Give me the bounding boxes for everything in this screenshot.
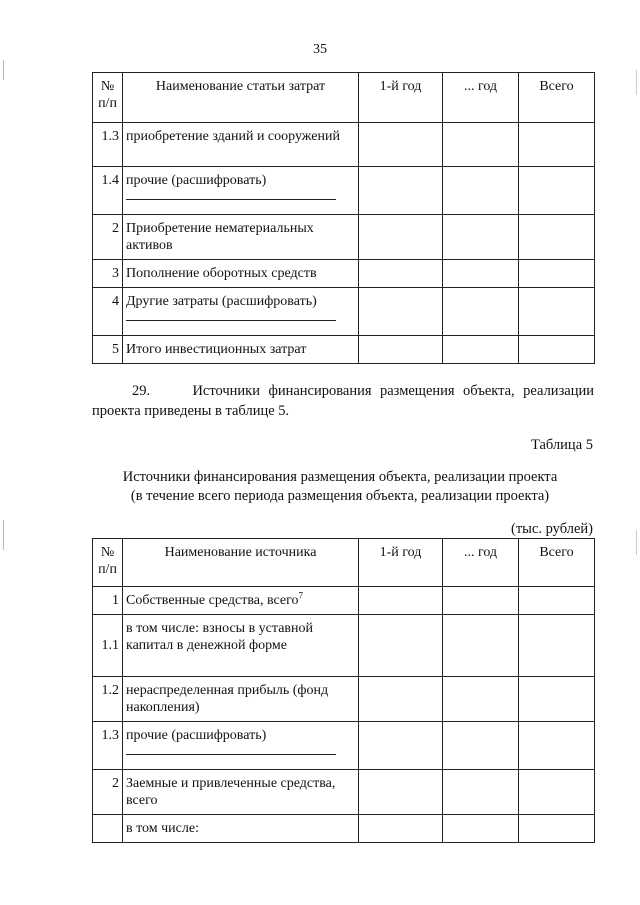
row-num: 2 bbox=[93, 215, 123, 260]
header-num: № п/п bbox=[93, 539, 123, 587]
cell bbox=[519, 167, 595, 215]
row-num: 1.2 bbox=[93, 677, 123, 722]
row-name: Пополнение оборотных средств bbox=[123, 260, 359, 288]
cell bbox=[443, 722, 519, 770]
row-name: прочие (расшифровать) bbox=[126, 728, 267, 743]
table5-caption-line2: (в течение всего периода размещения объекта, реализации проекта) bbox=[130, 488, 550, 504]
cell bbox=[443, 587, 519, 615]
header-year1: 1-й год bbox=[359, 539, 443, 587]
table-row bbox=[93, 336, 595, 364]
cell bbox=[359, 336, 443, 364]
blank-line bbox=[126, 310, 336, 321]
footnote-ref: 7 bbox=[298, 590, 303, 601]
table-row bbox=[93, 677, 595, 722]
cell bbox=[359, 167, 443, 215]
cell bbox=[519, 770, 595, 815]
cell bbox=[443, 677, 519, 722]
row-name-cell bbox=[123, 288, 359, 336]
row-name-cell bbox=[123, 167, 359, 215]
cell bbox=[519, 677, 595, 722]
header-total: Всего bbox=[519, 73, 595, 123]
cell bbox=[443, 815, 519, 843]
cell bbox=[359, 215, 443, 260]
cell bbox=[359, 815, 443, 843]
cell bbox=[443, 288, 519, 336]
row-name: Приобретение нематериальных активов bbox=[123, 215, 359, 260]
cell bbox=[359, 770, 443, 815]
row-num: 2 bbox=[93, 770, 123, 815]
row-num: 1.1 bbox=[93, 615, 123, 677]
table5-label: Таблица 5 bbox=[530, 437, 593, 453]
row-num: 5 bbox=[93, 336, 123, 364]
cell bbox=[359, 288, 443, 336]
row-num: 3 bbox=[93, 260, 123, 288]
table5-caption-line1: Источники финансирования размещения объекта, реализации проекта bbox=[122, 469, 558, 485]
header-num: № п/п bbox=[93, 73, 123, 123]
header-yearn: ... год bbox=[443, 539, 519, 587]
cell bbox=[519, 215, 595, 260]
cell bbox=[519, 722, 595, 770]
row-name: Собственные средства, всего bbox=[126, 593, 299, 608]
paragraph-number: 29. bbox=[132, 383, 151, 399]
table-row bbox=[93, 123, 595, 167]
table-investment-costs bbox=[92, 72, 595, 364]
row-num: 1.4 bbox=[93, 167, 123, 215]
table-row bbox=[93, 587, 595, 615]
row-name-cell bbox=[123, 587, 359, 615]
row-name: Итого инвестиционных затрат bbox=[123, 336, 359, 364]
table-header-row bbox=[93, 73, 595, 123]
page-number: 35 bbox=[313, 42, 327, 57]
paragraph-29 bbox=[92, 381, 594, 421]
row-name: в том числе: bbox=[123, 815, 359, 843]
table-row bbox=[93, 722, 595, 770]
row-num: 1.3 bbox=[93, 123, 123, 167]
cell bbox=[359, 615, 443, 677]
table-header-row bbox=[93, 539, 595, 587]
header-name: Наименование статьи затрат bbox=[123, 73, 359, 123]
cell bbox=[443, 167, 519, 215]
header-name: Наименование источника bbox=[123, 539, 359, 587]
row-num bbox=[93, 815, 123, 843]
row-name: нераспределенная прибыль (фонд накопления) bbox=[123, 677, 359, 722]
table-row bbox=[93, 770, 595, 815]
cell bbox=[519, 123, 595, 167]
row-num: 1 bbox=[93, 587, 123, 615]
row-name: Заемные и привлеченные средства, всего bbox=[123, 770, 359, 815]
header-year1: 1-й год bbox=[359, 73, 443, 123]
cell bbox=[443, 123, 519, 167]
row-name: в том числе: взносы в уставной капитал в денежной форме bbox=[123, 615, 359, 677]
cell bbox=[519, 336, 595, 364]
cell bbox=[359, 587, 443, 615]
row-num: 1.3 bbox=[93, 722, 123, 770]
cell bbox=[443, 615, 519, 677]
table-row bbox=[93, 167, 595, 215]
paragraph-text: Источники финансирования размещения объекта, реализации проекта приведены в таблице 5. bbox=[92, 383, 595, 419]
cell bbox=[519, 587, 595, 615]
table-financing-sources bbox=[92, 538, 595, 843]
table-row bbox=[93, 815, 595, 843]
cell bbox=[359, 677, 443, 722]
cell bbox=[443, 336, 519, 364]
row-name-cell bbox=[123, 722, 359, 770]
table-row bbox=[93, 288, 595, 336]
cell bbox=[443, 770, 519, 815]
header-total: Всего bbox=[519, 539, 595, 587]
cell bbox=[359, 123, 443, 167]
row-name: приобретение зданий и сооружений bbox=[123, 123, 359, 167]
header-yearn: ... год bbox=[443, 73, 519, 123]
cell bbox=[359, 722, 443, 770]
cell bbox=[519, 260, 595, 288]
cell bbox=[359, 260, 443, 288]
table-row bbox=[93, 260, 595, 288]
row-name: прочие (расшифровать) bbox=[126, 173, 267, 188]
row-name: Другие затраты (расшифровать) bbox=[126, 294, 317, 309]
row-num: 4 bbox=[93, 288, 123, 336]
cell bbox=[519, 288, 595, 336]
table-row bbox=[93, 215, 595, 260]
cell bbox=[443, 260, 519, 288]
blank-line bbox=[126, 744, 336, 755]
table5-units: (тыс. рублей) bbox=[511, 521, 593, 537]
table-row bbox=[93, 615, 595, 677]
cell bbox=[519, 615, 595, 677]
cell bbox=[519, 815, 595, 843]
cell bbox=[443, 215, 519, 260]
blank-line bbox=[126, 189, 336, 200]
